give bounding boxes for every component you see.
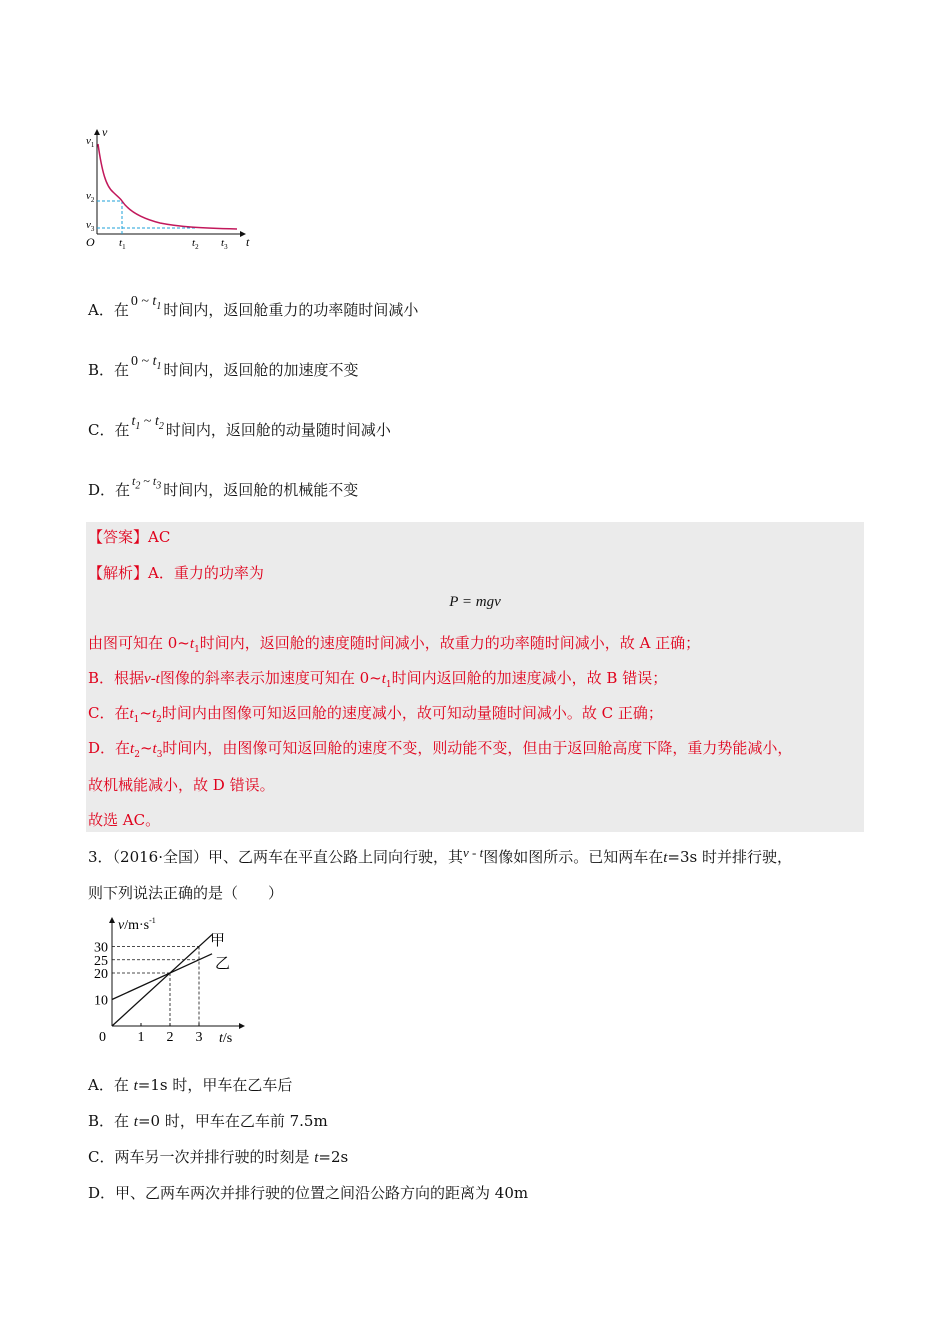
line-yi-label: 乙: [215, 956, 231, 972]
v-axis-label: v: [102, 125, 108, 139]
q3-option-a[interactable]: A．在 t=1s 时，甲车在乙车后: [88, 1076, 293, 1094]
option-d[interactable]: D．在 $t_2$ ~ $t_3$ 时间内，返回舱的机械能不变: [88, 474, 359, 499]
question-3-line-1: 3．（2016·全国）甲、乙两车在平直公路上同向行驶，其v - t图像如图所示。已知两车在t=3s 时并排行驶，: [88, 845, 792, 866]
analysis-line-d-cont: 故机械能减小，故 D 错误。: [88, 776, 275, 794]
velocity-curve: [98, 144, 237, 229]
y-tick-30: 30: [94, 940, 108, 956]
option-b[interactable]: B．在 0 ~ $t_1$ 时间内，返回舱的加速度不变: [88, 354, 359, 379]
velocity-time-graph-2: [84, 912, 254, 1047]
analysis-line-b: B．根据v-t图像的斜率表示加速度可知在 $0\sim t_1$时间内返回舱的加速度减小，故 B 错误；: [88, 669, 668, 690]
q3-option-d[interactable]: D．甲、乙两车两次并排行驶的位置之间沿公路方向的距离为 40m: [88, 1184, 529, 1202]
t3-label: $t_3$: [221, 237, 228, 251]
x-axis-title: t/s: [219, 1031, 233, 1046]
line-jia: [112, 935, 212, 1026]
q3-option-c[interactable]: C．两车另一次并排行驶的时刻是 t=2s: [88, 1148, 349, 1166]
x-tick-1: 1: [137, 1030, 145, 1045]
x-tick-3: 3: [195, 1030, 203, 1045]
v2-label: $v_2$: [86, 190, 95, 204]
line-jia-label: 甲: [210, 933, 226, 949]
power-formula: P = mgv: [449, 594, 501, 610]
v3-label: $v_3$: [86, 219, 95, 233]
question-3-line-2: 则下列说法正确的是（ ）: [88, 884, 284, 902]
analysis-line-a: 由图可知在 $0\sim t_1$时间内，返回舱的速度随时间减小，故重力的功率随时间减小，故 A 正确；: [88, 634, 701, 655]
option-c[interactable]: C．在 $t_1$ ~ $t_2$ 时间内，返回舱的动量随时间减小: [88, 414, 391, 439]
velocity-time-graph-1: [80, 122, 260, 252]
analysis-line-c: C．在$t_1\sim t_2$时间内由图像可知返回舱的速度减小，故可知动量随时间减小。故 C 正确；: [88, 704, 663, 725]
y-tick-10: 10: [94, 993, 108, 1009]
analysis-line-d: D．在$t_2\sim t_3$时间内，由图像可知返回舱的速度不变，则动能不变，但由于返回舱高度下降，重力势能减小，: [88, 739, 793, 760]
origin-label: O: [86, 235, 95, 249]
t2-label: $t_2$: [192, 237, 199, 251]
y-tick-20: 20: [94, 967, 108, 982]
x-tick-2: 2: [166, 1030, 174, 1045]
y-tick-25: 25: [94, 953, 108, 969]
option-a[interactable]: A．在 0 ~ $t_1$ 时间内，返回舱重力的功率随时间减小: [88, 294, 419, 319]
analysis-intro: 【解析】A．重力的功率为: [88, 564, 264, 582]
answer-label: 【答案】AC: [88, 528, 171, 546]
analysis-conclusion: 故选 AC。: [88, 811, 161, 829]
t1-label: $t_1$: [119, 237, 126, 251]
q3-option-b[interactable]: B．在 t=0 时，甲车在乙车前 7.5m: [88, 1112, 328, 1130]
v1-label: $v_1$: [86, 135, 95, 149]
origin-zero: 0: [99, 1030, 106, 1045]
t-axis-label: t: [246, 235, 250, 249]
line-yi: [112, 954, 212, 1000]
y-axis-title: $v/m\cdot s^{-1}$: [118, 916, 156, 933]
